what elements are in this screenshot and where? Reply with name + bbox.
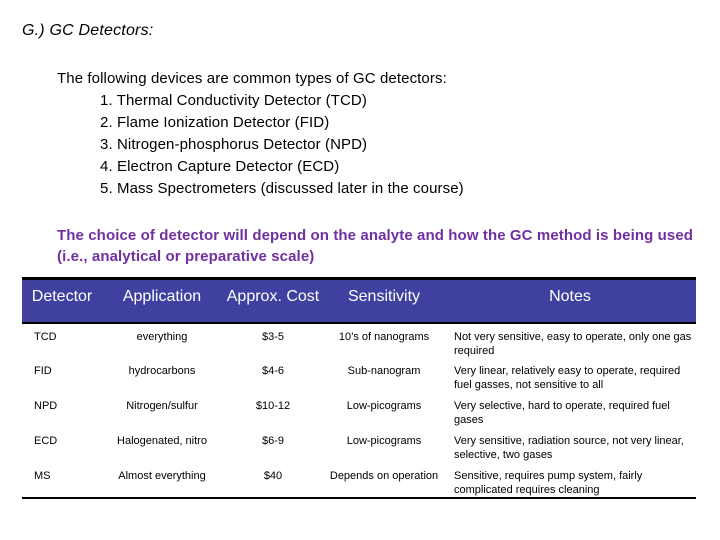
cell-notes: Not very sensitive, easy to operate, only one gas required bbox=[454, 330, 692, 357]
cell-sensitivity: Low-picograms bbox=[346, 399, 422, 412]
header-application: Application bbox=[102, 279, 222, 323]
cell-cost: $3-5 bbox=[261, 330, 285, 343]
table-row bbox=[22, 358, 696, 393]
cell-application: hydrocarbons bbox=[128, 364, 196, 377]
list-item: 3. Nitrogen-phosphorus Detector (NPD) bbox=[100, 136, 368, 153]
table-row bbox=[22, 428, 696, 463]
header-cost: Approx. Cost bbox=[222, 279, 324, 323]
cell-cost: $40 bbox=[263, 469, 283, 482]
cell-sensitivity: 10’s of nanograms bbox=[338, 330, 430, 343]
cell-detector: NPD bbox=[34, 399, 58, 412]
detector-choice-note: The choice of detector will depend on the analyte and how the GC method is being used (i.e., analytical or preparative scale) bbox=[57, 227, 694, 265]
cell-notes: Sensitive, requires pump system, fairly complicated requires cleaning bbox=[454, 469, 643, 496]
cell-application: Nitrogen/sulfur bbox=[126, 399, 198, 412]
cell-notes: Very linear, relatively easy to operate, required fuel gasses, not sensitive to all bbox=[454, 364, 681, 391]
cell-sensitivity: Low-picograms bbox=[346, 434, 422, 447]
list-item: 5. Mass Spectrometers (discussed later in the course) bbox=[100, 180, 464, 197]
list-item: 1. Thermal Conductivity Detector (TCD) bbox=[100, 92, 367, 109]
cell-notes: Very selective, hard to operate, required fuel gases bbox=[454, 399, 670, 426]
cell-sensitivity: Depends on operation bbox=[329, 469, 439, 482]
cell-detector: MS bbox=[34, 469, 51, 482]
cell-cost: $6-9 bbox=[261, 434, 285, 447]
cell-notes: Very sensitive, radiation source, not very linear, selective, two gases bbox=[454, 434, 684, 461]
cell-sensitivity: Sub-nanogram bbox=[347, 364, 421, 377]
intro-lead: The following devices are common types of GC detectors: bbox=[57, 70, 447, 87]
header-sensitivity: Sensitivity bbox=[324, 279, 444, 323]
list-item: 4. Electron Capture Detector (ECD) bbox=[100, 158, 340, 175]
intro-block bbox=[57, 68, 464, 200]
cell-application: Almost everything bbox=[118, 469, 206, 482]
table-row bbox=[22, 463, 696, 498]
cell-detector: TCD bbox=[34, 330, 57, 343]
detector-list bbox=[57, 90, 464, 200]
cell-application: everything bbox=[136, 330, 188, 343]
detector-table bbox=[22, 277, 696, 499]
cell-cost: $4-6 bbox=[261, 364, 285, 377]
header-notes: Notes bbox=[444, 279, 696, 323]
list-item: 2. Flame Ionization Detector (FID) bbox=[100, 114, 330, 131]
table-row bbox=[22, 393, 696, 428]
table-header-row bbox=[22, 279, 696, 323]
cell-detector: FID bbox=[34, 364, 52, 377]
table-row bbox=[22, 323, 696, 358]
slide-title: G.) GC Detectors: bbox=[22, 22, 154, 39]
cell-detector: ECD bbox=[34, 434, 58, 447]
cell-application: Halogenated, nitro bbox=[117, 434, 207, 447]
cell-cost: $10-12 bbox=[255, 399, 291, 412]
header-detector: Detector bbox=[22, 279, 102, 323]
